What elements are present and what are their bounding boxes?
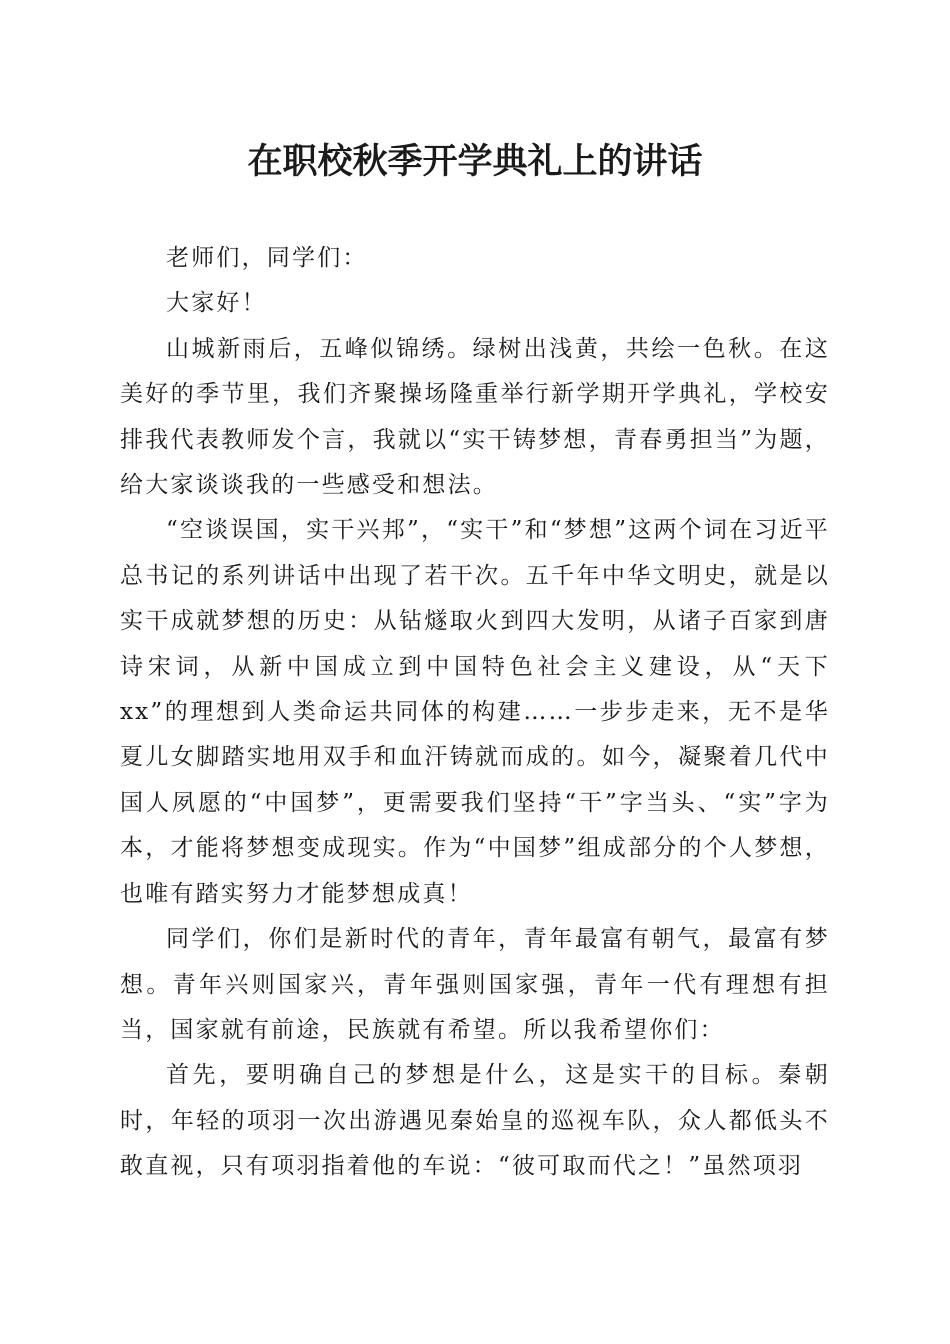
body-paragraph: 同学们，你们是新时代的青年，青年最富有朝气，最富有梦想。青年兴则国家兴，青年强则国家强，青年一代有理想有担当，国家就有前途，民族就有希望。所以我希望你们： <box>120 926 830 1043</box>
document-body <box>120 236 830 1190</box>
document-title: 在职校秋季开学典礼上的讲话 <box>247 141 703 182</box>
document-page <box>120 0 830 1190</box>
salutation: 老师们，同学们： <box>166 245 368 271</box>
body-paragraph: “空谈误国，实干兴邦”，“实干”和“梦想”这两个词在习近平总书记的系列讲话中出现了若干次。五千年中华文明史，就是以实干成就梦想的历史：从钻燧取火到四大发明，从诸子百家到唐诗宋词，从新中国成立到中国特色社会主义建设，从“天下xx”的理想到人类命运共同体的构建……一步步走来，无不是华夏儿女脚踏实地用双手和血汗铸就而成的。如今，凝聚着几代中国人夙愿的“中国梦”，更需要我们坚持“干”字当头、“实”字为本，才能将梦想变成现实。作为“中国梦”组成部分的个人梦想，也唯有踏实努力才能梦想成真！ <box>120 517 830 907</box>
body-paragraph: 山城新雨后，五峰似锦绣。绿树出浅黄，共绘一色秋。在这美好的季节里，我们齐聚操场隆重举行新学期开学典礼，学校安排我代表教师发个言，我就以“实干铸梦想，青春勇担当”为题，给大家谈谈我的一些感受和想法。 <box>120 335 830 499</box>
body-paragraph: 首先，要明确自己的梦想是什么，这是实干的目标。秦朝时，年轻的项羽一次出游遇见秦始皇的巡视车队，众人都低头不敢直视，只有项羽指着他的车说：“彼可取而代之！”虽然项羽 <box>120 1062 830 1180</box>
greeting: 大家好！ <box>166 290 267 317</box>
